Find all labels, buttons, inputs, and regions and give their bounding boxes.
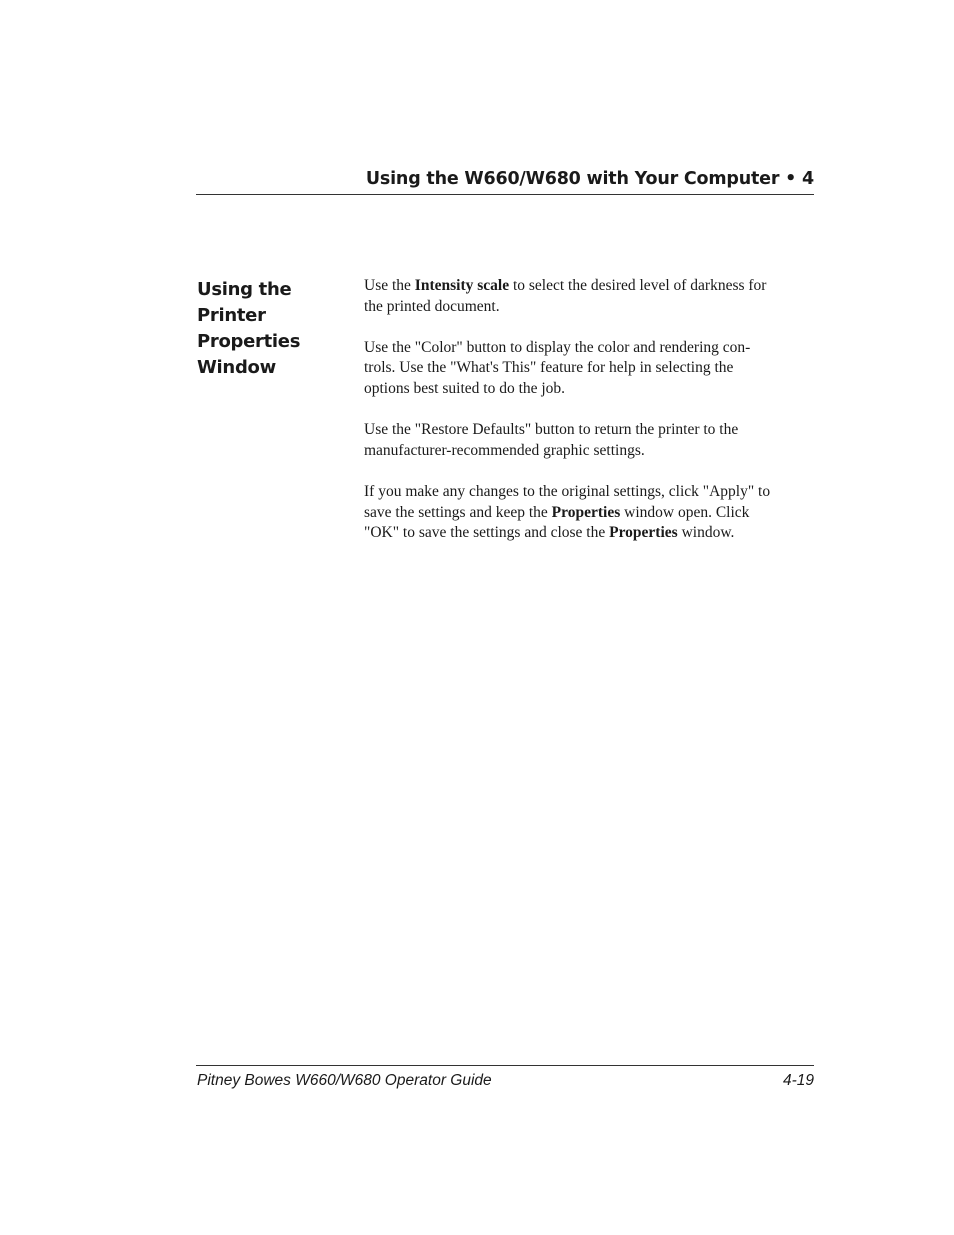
paragraph-intensity — [364, 276, 814, 317]
paragraph-apply — [364, 482, 814, 544]
bold-term: Properties — [551, 503, 621, 521]
text-line: trols. Use the "What's This" feature for help in selecting the — [364, 359, 734, 377]
running-footer — [196, 1065, 814, 1089]
text-line: If you make any changes to the original settings, click "Apply" to — [364, 482, 771, 500]
text-run: to select the desired level of darkness for — [509, 277, 767, 294]
text-line: the printed document. — [364, 297, 500, 315]
text-line: Use the "Color" button to display the color and rendering con- — [364, 338, 751, 356]
section-heading-line: Window — [197, 357, 276, 378]
text-line — [364, 523, 814, 544]
text-line — [364, 503, 814, 524]
chapter-title: Using the W660/W680 with Your Computer • 4 — [365, 169, 814, 189]
text-line: manufacturer-recommended graphic settings. — [364, 441, 645, 459]
text-run: Use the — [364, 277, 415, 294]
paragraph-restore-defaults — [364, 420, 814, 461]
section-heading-line: Using the — [197, 279, 292, 300]
guide-title: Pitney Bowes W660/W680 Operator Guide — [197, 1072, 492, 1089]
section-heading-line: Properties — [197, 331, 301, 352]
text-run: window open. Click — [620, 503, 750, 521]
page-number: 4-19 — [782, 1072, 814, 1089]
paragraph-color — [364, 338, 814, 400]
section-heading — [197, 277, 347, 381]
running-header — [196, 166, 814, 195]
bold-term: Properties — [609, 524, 678, 542]
bold-term: Intensity scale — [414, 277, 510, 294]
text-line: Use the "Restore Defaults" button to return the printer to the — [364, 421, 739, 439]
body-text — [364, 276, 814, 564]
section-heading-line: Printer — [197, 305, 266, 326]
text-run: "OK" to save the settings and close the — [364, 524, 610, 542]
text-run: window. — [677, 524, 735, 542]
text-line — [364, 276, 814, 297]
text-line: options best suited to do the job. — [364, 379, 566, 397]
text-run: save the settings and keep the — [364, 503, 552, 521]
